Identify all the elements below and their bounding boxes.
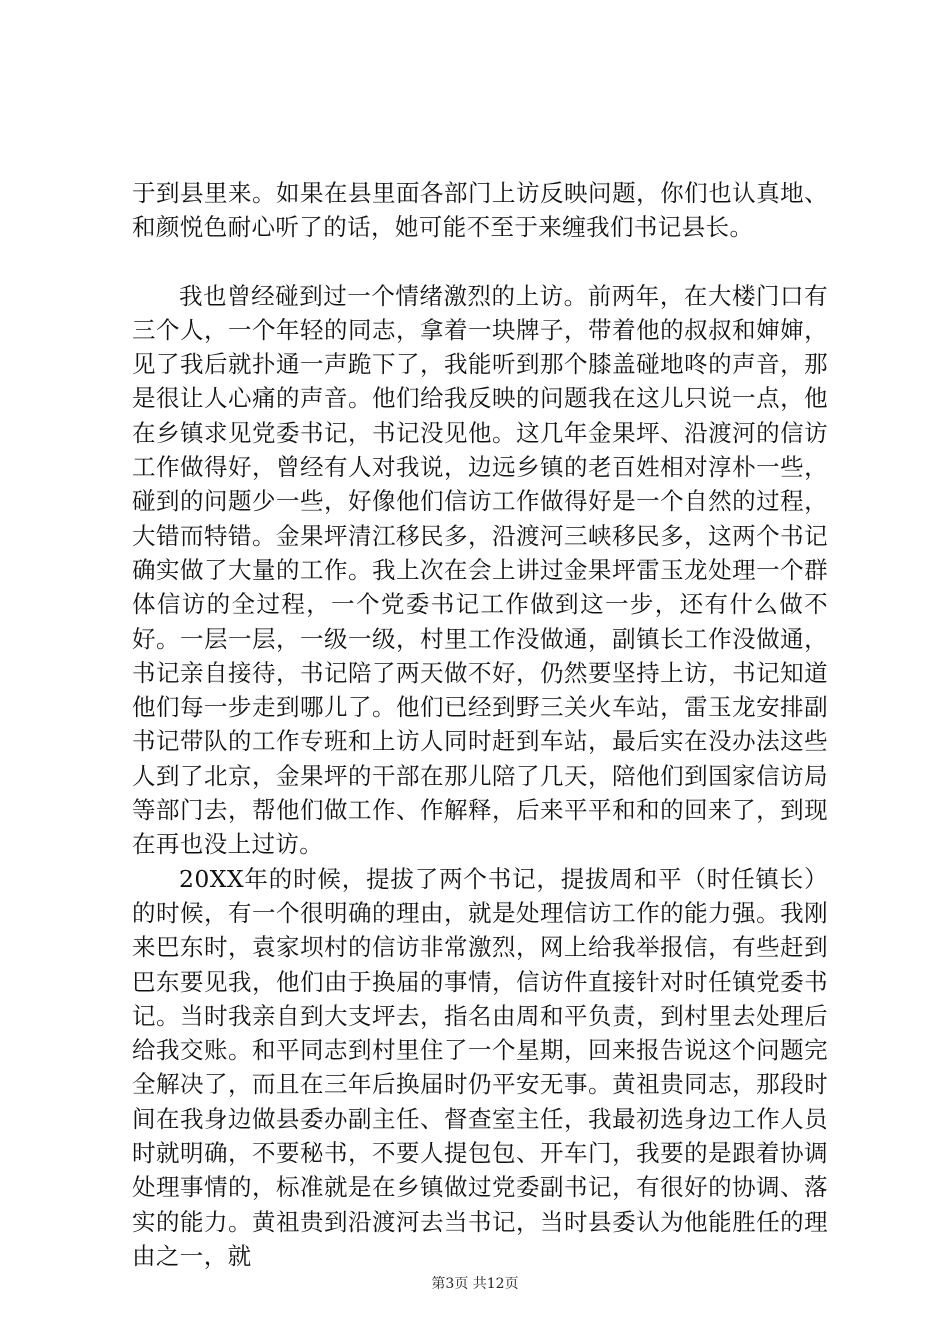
page-footer: 第3页 共12页	[431, 1276, 519, 1292]
paragraph-continuation: 于到县里来。如果在县里面各部门上访反映问题，你们也认真地、和颜悦色耐心听了的话，她可能不至于来缠我们书记县长。	[132, 179, 828, 242]
paragraph-promotion-story: 20XX年的时候，提拔了两个书记，提拔周和平（时任镇长）的时候，有一个很明确的理由，就是处理信访工作的能力强。我刚来巴东时，袁家坝村的信访非常激烈，网上给我举报信，有些赶到巴东要见我，他们由于换届的事情，信访件直接针对时任镇党委书记。当时我亲自到大支坪去，指名由周和平负责，到村里去处理后给我交账。和平同志到村里住了一个星期，回来报告说这个问题完全解决了，而且在三年后换届时仍平安无事。黄祖贵同志，那段时间在我身边做县委办副主任、督查室主任，我最初选身边工作人员时就明确，不要秘书，不要人提包包、开车门，我要的是跟着协调处理事情的，标准就是在乡镇做过党委副书记，有很好的协调、落实的能力。黄祖贵到沿渡河去当书记，当时县委认为他能胜任的理由之一，就	[132, 864, 828, 1270]
document-body	[132, 176, 828, 1273]
paragraph-petition-story: 我也曾经碰到过一个情绪激烈的上访。前两年，在大楼门口有三个人，一个年轻的同志，拿着一块牌子，带着他的叔叔和婶婶，见了我后就扑通一声跪下了，我能听到那个膝盖碰地咚的声音，那是很让人心痛的声音。他们给我反映的问题我在这儿只说一点，他在乡镇求见党委书记，书记没见他。这几年金果坪、沿渡河的信访工作做得好，曾经有人对我说，边远乡镇的老百姓相对淳朴一些，碰到的问题少一些，好像他们信访工作做得好是一个自然的过程，大错而特错。金果坪清江移民多，沿渡河三峡移民多，这两个书记确实做了大量的工作。我上次在会上讲过金果坪雷玉龙处理一个群体信访的全过程，一个党委书记工作做到这一步，还有什么做不好。一层一层，一级一级，村里工作没做通，副镇长工作没做通，书记亲自接待，书记陪了两天做不好，仍然要坚持上访，书记知道他们每一步走到哪儿了。他们已经到野三关火车站，雷玉龙安排副书记带队的工作专班和上访人同时赶到车站，最后实在没办法这些人到了北京，金果坪的干部在那儿陪了几天，陪他们到国家信访局等部门去，帮他们做工作、作解释，后来平平和和的回来了，到现在再也没上过访。	[132, 281, 828, 859]
